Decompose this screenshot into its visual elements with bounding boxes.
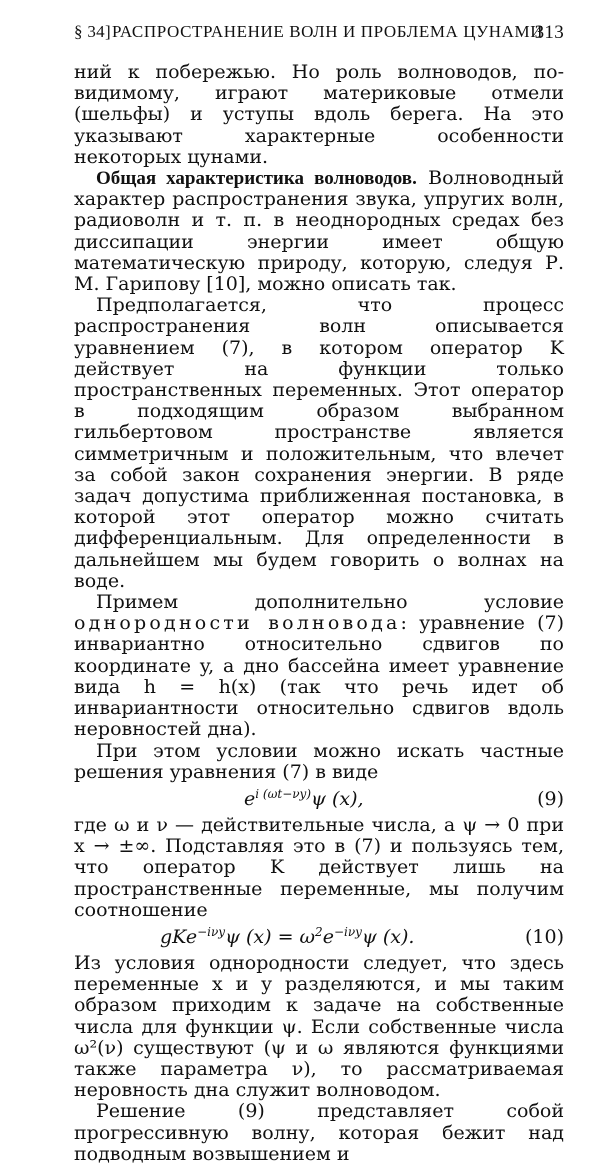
paragraph-4-end: : уравнение (7) инвариантно относительно сдвигов по координате y, а дно бассейна имеет уравнение вида h = h(x) (так что речь идет об инвариантности относительно сдвигов вдоль неровностей дна). [74,612,564,741]
eq9-exponent: i (ωt−νy) [255,786,312,801]
paragraph-8: Решение (9) представляет собой прогрессивную волну, которая бежит над подводным возвышением и [74,1100,564,1165]
equation-10-number: (10) [524,925,564,948]
paragraph-2 [74,168,564,295]
equation-9-formula [244,783,364,815]
eq10-right-a: e [322,925,334,948]
paragraph-2-text: Волноводный характер распространения звука, упругих волн, радиоволн и т. п. в неоднородных средах без диссипации энергии имеет общую математическую природу, которую, следуя Р. М. Гарипову [10], можно описать так. [74,167,565,296]
eq10-square: 2 [315,924,323,939]
paragraph-heading: Общая характеристика волноводов. [96,168,417,190]
paragraph-5: При этом условии можно искать частные решения уравнения (7) в виде [74,739,564,783]
eq10-right-exp: −iνy [333,924,362,939]
equation-10-formula [160,921,414,953]
eq10-left-exp: −iνy [197,924,226,939]
paragraph-4-start: Примем дополнительно условие [96,591,564,614]
eq10-right-b: ψ (x). [361,925,415,948]
running-header [74,22,564,48]
paragraph-1: ний к побережью. Но роль волноводов, по-видимому, играют материковые отмели (шельфы) и уступы вдоль берега. На это указывают характерные особенности некоторых цунами. [74,61,564,168]
eq10-left-b: ψ (x) = ω [225,925,316,948]
paragraph-3: Предполагается, что процесс распространения волн описывается уравнением (7), в котором оператор K действует на функции только пространственных переменных. Этот оператор в подходящим образом выбранном гильбертовом пространстве является симметричным и положительным, что влечет за собой закон сохранения энергии. В ряде задач допустима приближенная постановка, в которой этот оператор можно считать дифференциальным. Для определенности в дальнейшем мы будем говорить о волнах на воде. [74,294,564,592]
eq9-base: e [244,787,256,810]
running-title: РАСПРОСТРАНЕНИЕ ВОЛН И ПРОБЛЕМА ЦУНАМИ [112,22,544,41]
page-number: 313 [534,22,564,43]
body-text [74,62,564,1165]
paragraph-4 [74,592,564,740]
paragraph-7: Из условия однородности следует, что здесь переменные x и y разделяются, и мы таким образом приходим к задаче на собственные числа для функции ψ. Если собственные числа ω²(ν) существуют (ψ и ω являются функциями также параметра ν), то рассматриваемая неровность дна служит волноводом. [74,951,564,1102]
equation-9 [74,783,564,815]
eq10-left-a: gKe [160,925,198,948]
emphasized-term: однородности волновода [74,612,401,635]
equation-9-number: (9) [537,787,564,810]
section-number: § 34] [74,22,111,41]
equation-10 [74,921,564,953]
eq9-rest: ψ (x), [311,787,364,810]
paragraph-6: где ω и ν — действительные числа, а ψ → 0 при x → ±∞. Подставляя это в (7) и пользуясь тем, что оператор K действует лишь на пространственные переменные, мы получим соотношение [74,813,564,921]
